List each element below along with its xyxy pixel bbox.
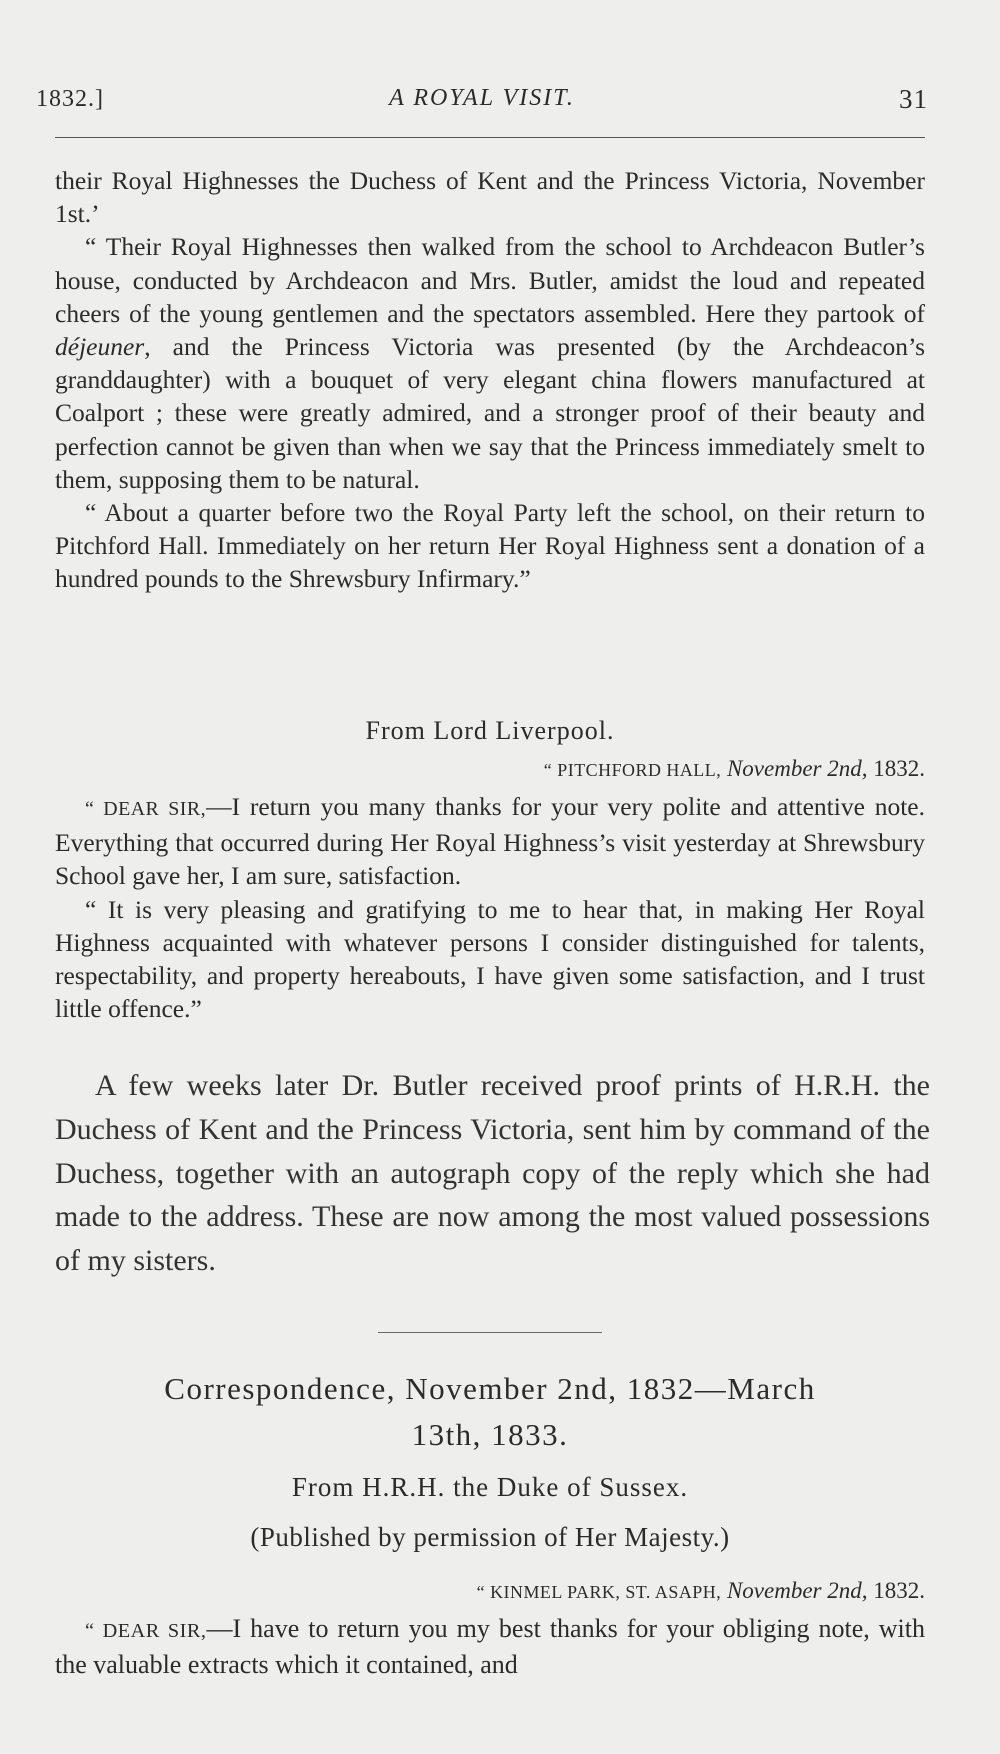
paragraph-2-text-b: , and the Princess Victoria was presented (by the Archdeacon’s granddaughter) with a bouquet of very elegant china flowers manufactured at Coalport ; these were greatly admired, and a stronger proof of their beauty and perfection cannot be given than when we say that the Princess immediately smelt to them, supposing them to be natural. — [55, 332, 925, 494]
correspondence-heading — [55, 1366, 925, 1458]
sussex-letter-text: —I have to return you my best thanks for your obliging note, with the valuable extracts which it contained, and — [55, 1614, 925, 1679]
sussex-letter — [55, 1612, 925, 1682]
paragraph-2 — [55, 230, 925, 496]
lord-liverpool-heading — [55, 716, 925, 746]
lord-liverpool-heading-from: From — [365, 716, 426, 745]
paragraph-3: “ About a quarter before two the Royal Party left the school, on their return to Pitchford Hall. Immediately on her return Her Royal Highness sent a donation of a hundred pounds to the Shrewsbury Infirmary.” — [55, 498, 925, 594]
sussex-dateline-year: 1832. — [873, 1578, 925, 1603]
sussex-dateline-place: “ KINMEL PARK, ST. ASAPH, — [476, 1582, 722, 1602]
header-rule — [55, 137, 925, 138]
running-head — [36, 82, 928, 116]
lord-liverpool-heading-name: Lord Liverpool. — [433, 716, 615, 745]
quoted-account — [55, 164, 925, 596]
narrative-text: A few weeks later Dr. Butler received proof prints of H.R.H. the Duchess of Kent and the Princess Victoria, sent him by command of the Duchess, together with an autograph copy of the reply which she had made to the address. These are now among the most valued possessions of my sisters. — [55, 1069, 930, 1278]
correspondence-heading-line1: Correspondence, November 2nd, 1832—March — [164, 1371, 816, 1406]
letter-paragraph-1 — [55, 790, 925, 893]
sussex-dateline — [477, 1578, 925, 1604]
letter-paragraph-1-text: —I return you many thanks for your very polite and attentive note. Everything that occurred during Her Royal Highness’s visit yesterday at Shrewsbury School gave her, I am sure, satisfaction. — [55, 792, 925, 891]
salutation: “ DEAR SIR, — [85, 798, 207, 820]
lord-liverpool-letter — [55, 790, 925, 1025]
sussex-letter-paragraph — [55, 1612, 925, 1682]
page-number: 31 — [899, 84, 928, 114]
sussex-salutation: “ DEAR SIR, — [85, 1620, 207, 1642]
section-divider — [378, 1332, 602, 1333]
dateline-year: 1832. — [873, 756, 925, 781]
published-note: (Published by permission of Her Majesty.) — [250, 1522, 730, 1552]
paragraph-2-italic: déjeuner — [55, 332, 145, 362]
paragraph-2-text-a: “ Their Royal Highnesses then walked from the school to Archdeacon Butler’s house, conducted by Archdeacon and Mrs. Butler, amidst the loud and repeated cheers of the young gentlemen and the spectators assembled. Here they partook of — [55, 232, 925, 328]
letter-paragraph-2: “ It is very pleasing and gratifying to me to hear that, in making Her Royal Highness acquainted with whatever persons I consider distinguished for talents, respectability, and property hereabouts, I have given some satisfaction, and I trust little offence.” — [55, 894, 925, 1024]
narrative-paragraph — [55, 1064, 930, 1283]
running-head-title: A ROYAL VISIT. — [389, 85, 575, 111]
duke-of-sussex-heading: From H.R.H. the Duke of Sussex. — [291, 1472, 689, 1502]
correspondence-heading-line2: 13th, 1833. — [411, 1417, 569, 1452]
lord-liverpool-dateline — [544, 756, 925, 782]
paragraph-1: their Royal Highnesses the Duchess of Kent and the Princess Victoria, November 1st.’ — [55, 166, 925, 229]
dateline-place: “ PITCHFORD HALL, — [543, 760, 722, 780]
running-head-year: 1832.] — [36, 86, 104, 112]
sussex-dateline-date: November 2nd, — [726, 1578, 868, 1603]
dateline-date: November 2nd, — [726, 756, 868, 781]
